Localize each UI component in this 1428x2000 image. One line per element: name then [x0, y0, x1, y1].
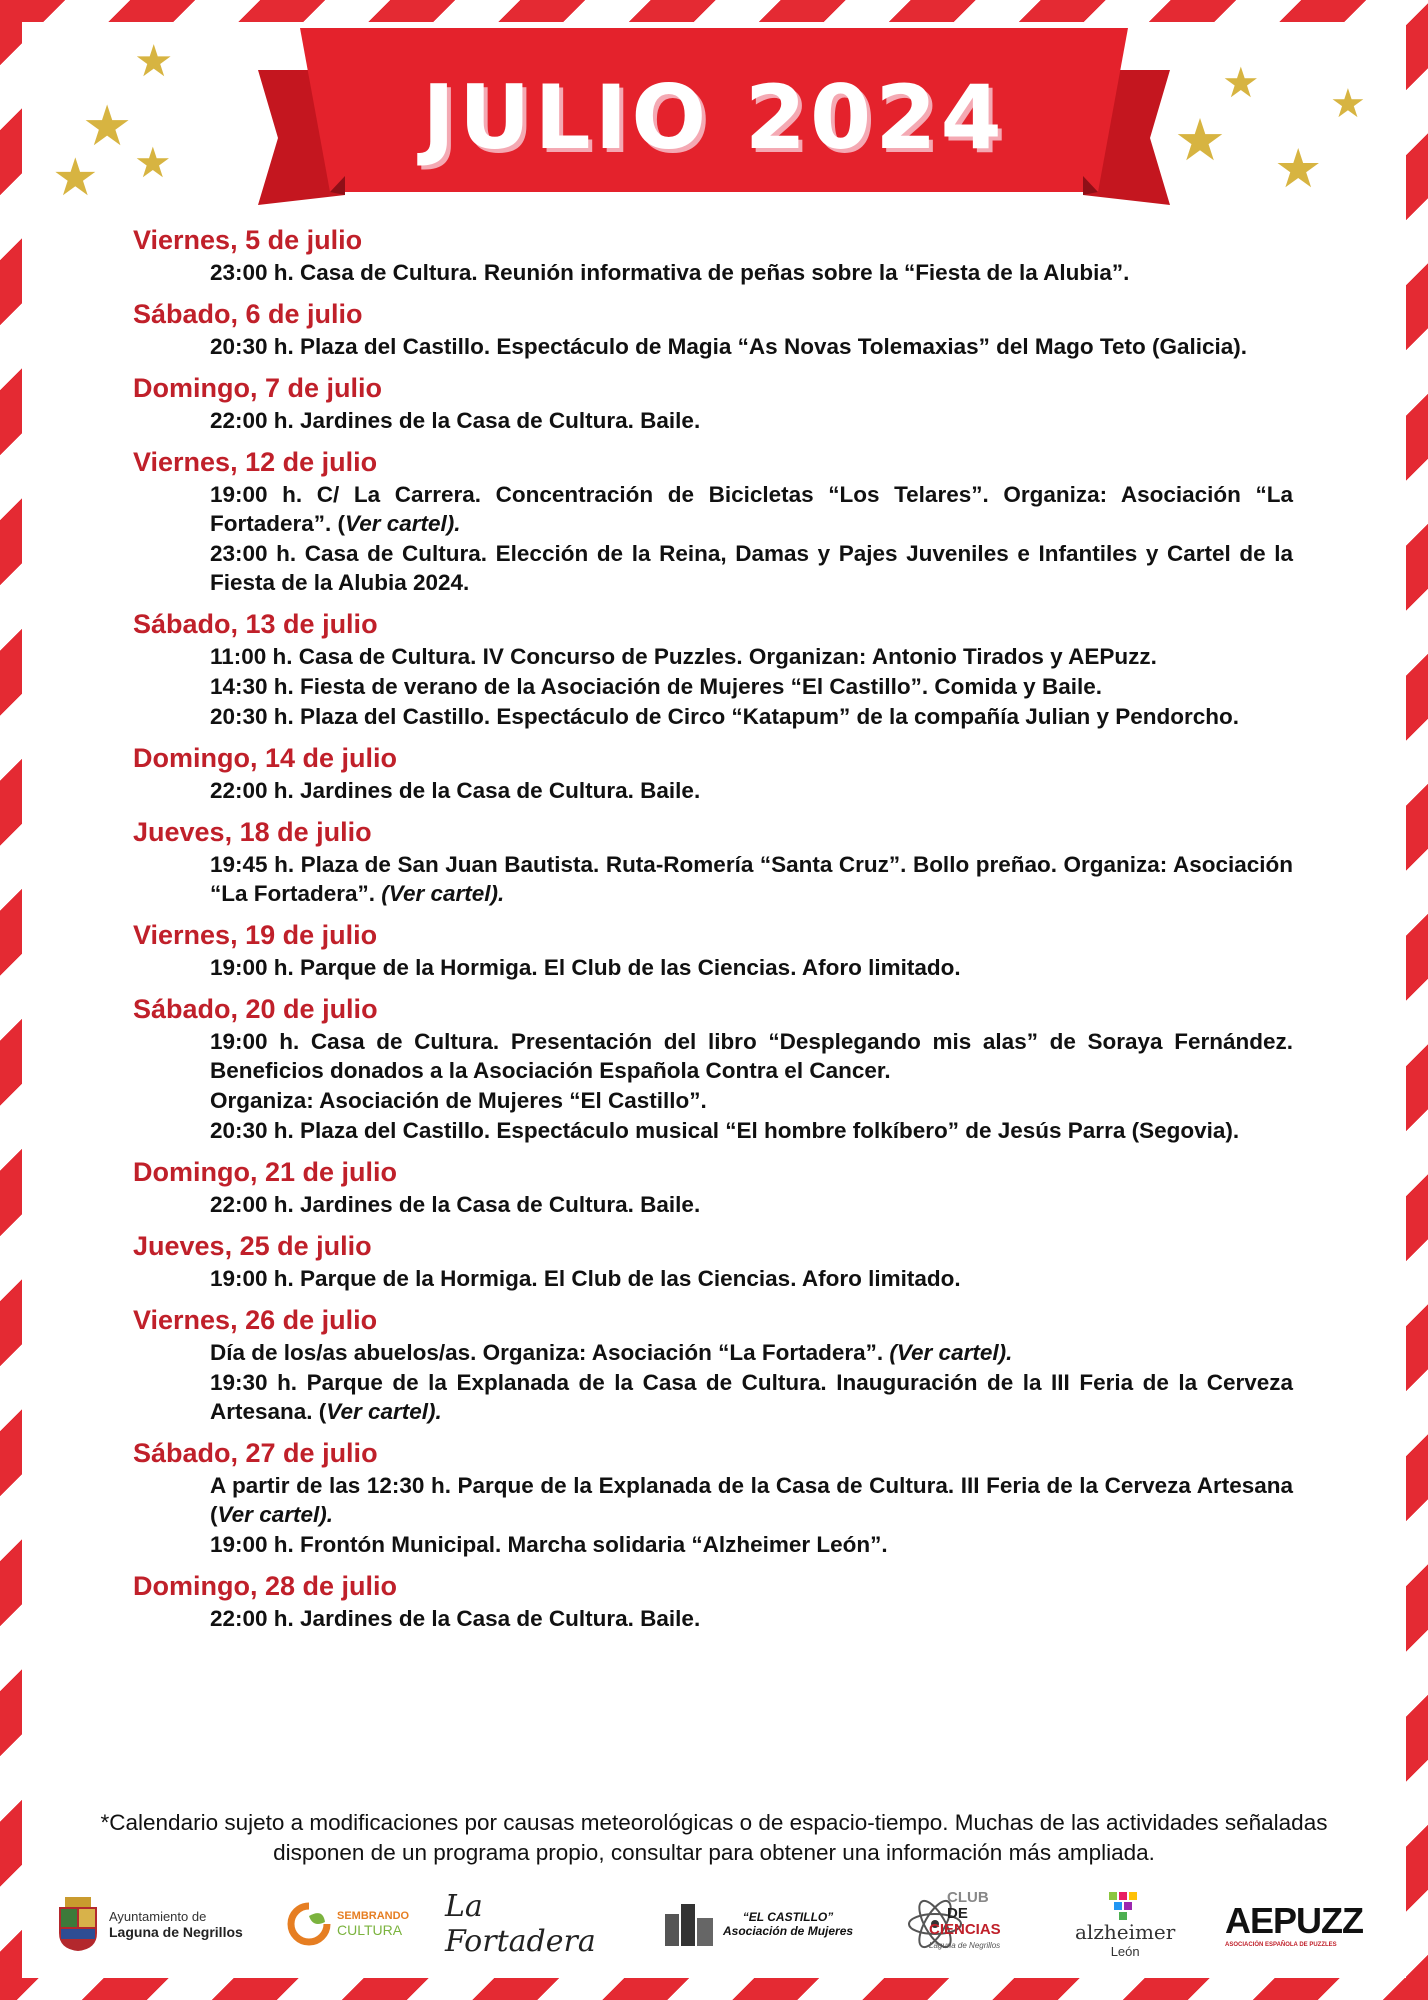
event-text: 23:00 h. Casa de Cultura. Reunión informativa de peñas sobre la “Fiesta de la Alubia”. — [210, 260, 1130, 285]
alzheimer-line2: León — [1110, 1943, 1140, 1959]
event-list — [210, 953, 1293, 982]
event-text: 20:30 h. Plaza del Castillo. Espectáculo de Circo “Katapum” de la compañía Julian y Pendorcho. — [210, 704, 1240, 729]
sembrando-cultura-logo — [287, 1888, 417, 1960]
event-list — [210, 1264, 1293, 1293]
event-text: 20:30 h. Plaza del Castillo. Espectáculo de Magia “As Novas Tolemaxias” del Mago Teto (Galicia). — [210, 334, 1247, 359]
event-item — [210, 672, 1293, 701]
castillo-line1: “EL CASTILLO” — [742, 1910, 834, 1924]
event-list — [210, 776, 1293, 805]
ayuntamiento-line2: Laguna de Negrillos — [109, 1923, 243, 1940]
event-list — [210, 1027, 1293, 1145]
schedule-list — [133, 224, 1293, 1644]
event-item — [210, 480, 1293, 538]
event-item — [210, 258, 1293, 287]
star-icon: ★ — [134, 139, 172, 186]
event-text: 23:00 h. Casa de Cultura. Elección de la Reina, Damas y Pajes Juveniles e Infantiles y Cartel de la Fiesta de la Alubia 2024. — [210, 541, 1293, 595]
event-text: 19:00 h. Parque de la Hormiga. El Club de las Ciencias. Aforo limitado. — [210, 955, 961, 980]
event-item — [210, 702, 1293, 731]
star-icon: ★ — [134, 37, 174, 86]
day-heading: Viernes, 12 de julio — [133, 447, 378, 477]
day-block — [133, 1304, 1293, 1426]
event-note: Ver cartel). — [345, 511, 461, 536]
star-icon: ★ — [52, 149, 99, 207]
event-text: 19:00 h. Frontón Municipal. Marcha solidaria “Alzheimer León”. — [210, 1532, 888, 1557]
event-item — [210, 539, 1293, 597]
event-text: 19:30 h. Parque de la Explanada de la Casa de Cultura. Inauguración de la III Feria de la Cerveza Artesana. ( — [210, 1370, 1293, 1424]
coat-of-arms-icon — [55, 1895, 101, 1953]
event-item — [210, 1190, 1293, 1219]
day-heading: Sábado, 27 de julio — [133, 1438, 378, 1468]
day-block — [133, 1156, 1293, 1219]
event-list — [210, 1604, 1293, 1633]
event-list — [210, 642, 1293, 731]
event-item — [210, 1471, 1293, 1529]
day-block — [133, 919, 1293, 982]
event-item — [210, 1338, 1293, 1367]
day-heading: Domingo, 28 de julio — [133, 1571, 398, 1601]
day-heading: Domingo, 21 de julio — [133, 1157, 398, 1187]
day-block — [133, 372, 1293, 435]
fortadera-label: La Fortadera — [445, 1889, 596, 1959]
sponsor-logos — [55, 1888, 1385, 1960]
event-list — [210, 332, 1293, 361]
day-block — [133, 993, 1293, 1145]
day-block — [133, 1230, 1293, 1293]
event-note: Ver cartel). — [326, 1399, 442, 1424]
event-text: 14:30 h. Fiesta de verano de la Asociación de Mujeres “El Castillo”. Comida y Baile. — [210, 674, 1102, 699]
event-note: Ver cartel). — [217, 1502, 333, 1527]
event-text: 22:00 h. Jardines de la Casa de Cultura. Baile. — [210, 1192, 701, 1217]
event-note: (Ver cartel). — [889, 1340, 1013, 1365]
event-text: 22:00 h. Jardines de la Casa de Cultura. Baile. — [210, 408, 701, 433]
event-text: 11:00 h. Casa de Cultura. IV Concurso de Puzzles. Organizan: Antonio Tirados y AEPuzz. — [210, 644, 1157, 669]
el-castillo-logo — [663, 1888, 863, 1960]
day-block — [133, 298, 1293, 361]
event-item — [210, 642, 1293, 671]
event-item — [210, 406, 1293, 435]
event-text: 20:30 h. Plaza del Castillo. Espectáculo musical “El hombre folkíbero” de Jesús Parra (Segovia). — [210, 1118, 1240, 1143]
day-heading: Domingo, 7 de julio — [133, 373, 382, 403]
event-text: 19:00 h. Casa de Cultura. Presentación del libro “Desplegando mis alas” de Soraya Fernández. Beneficios donados a la Asociación Española Contra el Cancer. — [210, 1029, 1293, 1083]
day-heading: Jueves, 25 de julio — [133, 1231, 372, 1261]
castle-icon — [663, 1900, 715, 1948]
event-text: 19:00 h. C/ La Carrera. Concentración de Bicicletas “Los Telares”. Organiza: Asociación “La Fortadera”. ( — [210, 482, 1293, 536]
day-block — [133, 742, 1293, 805]
castillo-line2: Asociación de Mujeres — [723, 1924, 854, 1938]
star-icon: ★ — [1222, 59, 1260, 106]
event-text: A partir de las 12:30 h. Parque de la Explanada de la Casa de Cultura. III Feria de la Cerveza Artesana ( — [210, 1473, 1293, 1527]
day-block — [133, 224, 1293, 287]
ayuntamiento-line1: Ayuntamiento de — [109, 1908, 207, 1924]
event-list — [210, 1338, 1293, 1426]
star-icon: ★ — [1274, 139, 1323, 199]
club-de-ciencias-logo — [905, 1888, 1035, 1960]
event-text: 19:45 h. Plaza de San Juan Bautista. Ruta-Romería “Santa Cruz”. Bollo preñao. Organiza: Asociación “La Fortadera”. — [210, 852, 1293, 906]
day-heading: Domingo, 14 de julio — [133, 743, 398, 773]
day-heading: Viernes, 5 de julio — [133, 225, 363, 255]
event-list — [210, 1190, 1293, 1219]
event-list — [210, 850, 1293, 908]
event-list — [210, 480, 1293, 597]
aepuzz-line1: AEPUZZ — [1225, 1900, 1363, 1941]
puzzle-mosaic-icon — [1105, 1890, 1145, 1920]
event-item — [210, 850, 1293, 908]
event-text: 22:00 h. Jardines de la Casa de Cultura. Baile. — [210, 778, 701, 803]
club-line3: CIENCIAS — [929, 1921, 1001, 1938]
day-block — [133, 1437, 1293, 1559]
event-item — [210, 1530, 1293, 1559]
star-icon: ★ — [1174, 108, 1226, 173]
day-heading: Viernes, 19 de julio — [133, 920, 378, 950]
day-block — [133, 1570, 1293, 1633]
event-item — [210, 1086, 1293, 1115]
aepuzz-line2: ASOCIACIÓN ESPAÑOLA DE PUZZLES — [1225, 1942, 1337, 1948]
alzheimer-line1: alzheimer — [1075, 1919, 1176, 1944]
sembrando-line2: CULTURA — [337, 1922, 403, 1938]
star-icon: ★ — [1330, 82, 1366, 126]
sembrando-line1: SEMBRANDO — [337, 1910, 410, 1922]
event-item — [210, 1027, 1293, 1085]
event-item — [210, 332, 1293, 361]
event-list — [210, 406, 1293, 435]
day-heading: Sábado, 20 de julio — [133, 994, 378, 1024]
day-heading: Sábado, 6 de julio — [133, 299, 363, 329]
event-text: 19:00 h. Parque de la Hormiga. El Club de las Ciencias. Aforo limitado. — [210, 1266, 961, 1291]
event-item — [210, 1604, 1293, 1633]
event-list — [210, 1471, 1293, 1559]
event-text: 22:00 h. Jardines de la Casa de Cultura. Baile. — [210, 1606, 701, 1631]
event-text: Día de los/as abuelos/as. Organiza: Asociación “La Fortadera”. — [210, 1340, 890, 1365]
event-item — [210, 953, 1293, 982]
alzheimer-leon-logo — [1075, 1888, 1205, 1960]
la-fortadera-logo — [445, 1888, 635, 1960]
day-heading: Sábado, 13 de julio — [133, 609, 378, 639]
day-block — [133, 446, 1293, 597]
club-line4: Laguna de Negrillos — [929, 1941, 1001, 1950]
footer-note: *Calendario sujeto a modificaciones por causas meteorológicas o de espacio-tiempo. Muchas de las actividades señaladas disponen de un programa propio, consultar para obtener una información más ampliada. — [100, 1810, 1328, 1865]
event-text: Organiza: Asociación de Mujeres “El Castillo”. — [210, 1088, 707, 1113]
ayuntamiento-logo — [55, 1888, 265, 1960]
sembrando-leaf-icon — [287, 1902, 331, 1946]
event-item — [210, 1368, 1293, 1426]
event-list — [210, 258, 1293, 287]
day-heading: Viernes, 26 de julio — [133, 1305, 378, 1335]
event-item — [210, 1264, 1293, 1293]
day-heading: Jueves, 18 de julio — [133, 817, 372, 847]
event-note: (Ver cartel). — [381, 881, 505, 906]
day-block — [133, 816, 1293, 908]
star-icon: ★ — [82, 94, 133, 157]
day-block — [133, 608, 1293, 731]
aepuzz-logo — [1225, 1888, 1363, 1960]
event-item — [210, 776, 1293, 805]
event-item — [210, 1116, 1293, 1145]
club-line1: CLUB — [947, 1889, 989, 1906]
club-line2: DE — [947, 1905, 968, 1922]
page-title: JULIO 2024 — [422, 66, 1006, 169]
